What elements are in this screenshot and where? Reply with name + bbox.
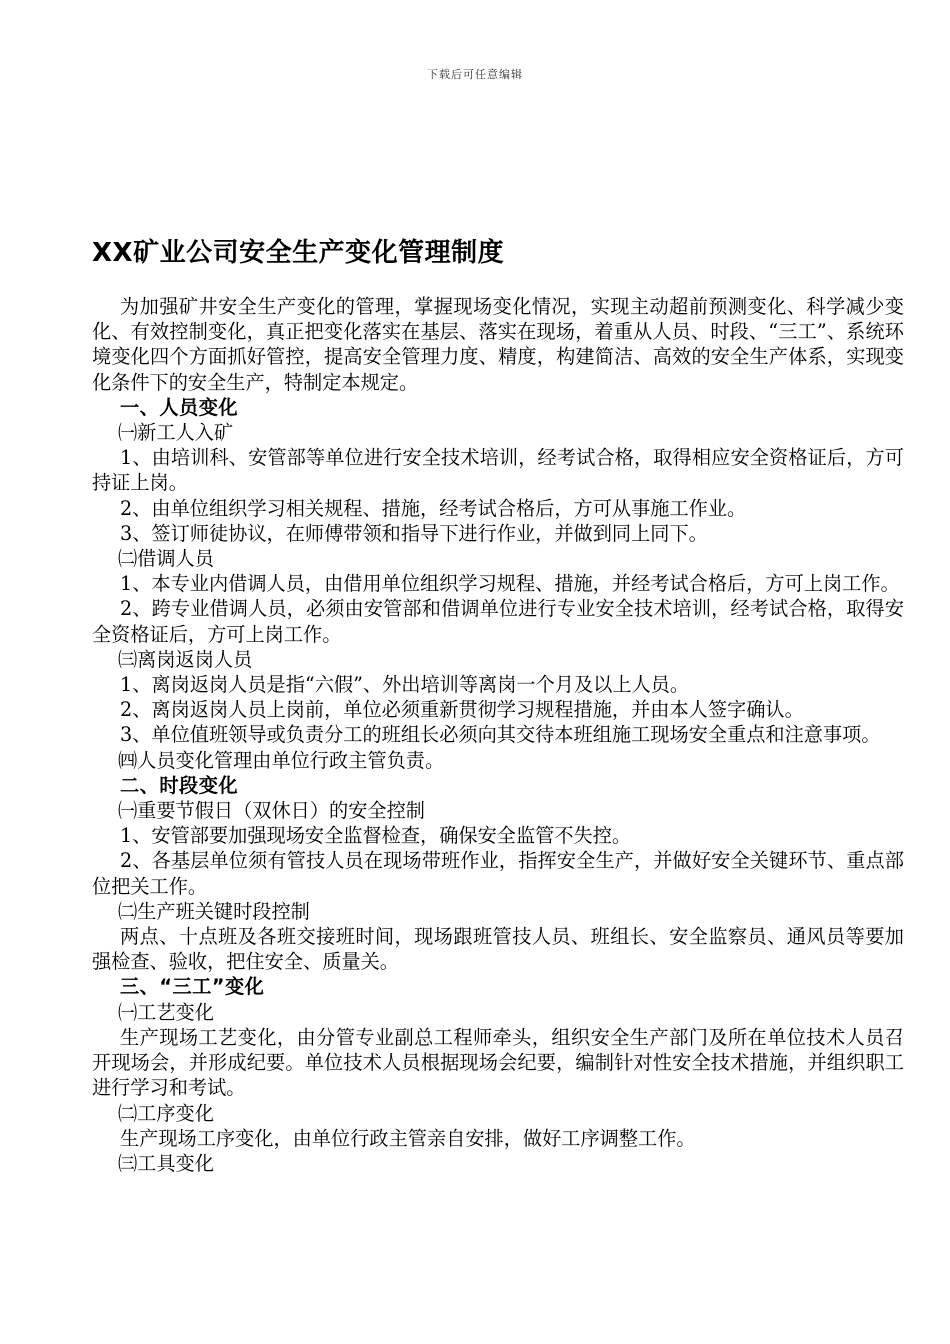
subsection-procedure-change: ㈡工序变化 (118, 1101, 214, 1125)
subsection-process-change: ㈠工艺变化 (118, 1000, 214, 1024)
subsection-holidays: ㈠重要节假日（双休日）的安全控制 (118, 799, 425, 823)
list-item: 2、跨专业借调人员，必须由安管部和借调单位进行专业安全技术培训，经考试合格，取得安全资格证后，方可上岗工作。 (92, 597, 904, 646)
list-item: 1、由培训科、安管部等单位进行安全技术培训，经考试合格，取得相应安全资格证后，方可持证上岗。 (92, 446, 904, 495)
list-item: 3、签订师徒协议，在师傅带领和指导下进行作业，并做到同上同下。 (120, 521, 708, 545)
section-heading-time-period: 二、时段变化 (120, 773, 239, 797)
document-title: XX矿业公司安全生产变化管理制度 (92, 238, 505, 268)
paragraph: 两点、十点班及各班交接班时间，现场跟班管技人员、班组长、安全监察员、通风员等要加强检查、验收，把住安全、质量关。 (92, 925, 904, 974)
list-item: 3、单位值班领导或负责分工的班组长必须向其交待本班组施工现场安全重点和注意事项。 (120, 723, 881, 747)
subsection-seconded-staff: ㈡借调人员 (118, 547, 214, 571)
subsection-returning-staff: ㈢离岗返岗人员 (118, 647, 253, 671)
intro-paragraph: 为加强矿井安全生产变化的管理，掌握现场变化情况，实现主动超前预测变化、科学减少变化、有效控制变化，真正把变化落实在基层、落实在现场，着重从人员、时段、“三工”、系统环境变化四个方面抓好管控，提高安全管理力度、精度，构建简洁、高效的安全生产体系，实现变化条件下的安全生产，特制定本规定。 (92, 295, 904, 394)
list-item: 2、各基层单位须有管技人员在现场带班作业，指挥安全生产，并做好安全关键环节、重点部位把关工作。 (92, 849, 904, 898)
subsection-new-workers: ㈠新工人入矿 (118, 421, 234, 445)
list-item: 2、由单位组织学习相关规程、措施，经考试合格后，方可从事施工作业。 (120, 496, 747, 520)
subsection-key-shift-periods: ㈡生产班关键时段控制 (118, 899, 310, 923)
page-header-note: 下载后可任意编辑 (427, 68, 523, 81)
section-heading-personnel: 一、人员变化 (120, 395, 239, 419)
list-item: 1、本专业内借调人员，由借用单位组织学习规程、措施，并经考试合格后，方可上岗工作。 (120, 572, 900, 596)
document-body (92, 294, 904, 1176)
list-item: 1、离岗返岗人员是指“六假”、外出培训等离岗一个月及以上人员。 (120, 673, 690, 697)
subsection-tool-change: ㈢工具变化 (118, 1151, 214, 1175)
list-item: 1、安管部要加强现场安全监督检查，确保安全监管不失控。 (120, 824, 632, 848)
section-heading-three-work: 三、“三工”变化 (120, 975, 265, 999)
list-item: 2、离岗返岗人员上岗前，单位必须重新贯彻学习规程措施，并由本人签字确认。 (120, 698, 804, 722)
paragraph: 生产现场工序变化，由单位行政主管亲自安排，做好工序调整工作。 (120, 1126, 696, 1150)
paragraph: 生产现场工艺变化，由分管专业副总工程师牵头，组织安全生产部门及所在单位技术人员召开现场会，并形成纪要。单位技术人员根据现场会纪要，编制针对性安全技术措施，并组织职工进行学习和考试。 (92, 1025, 904, 1100)
subsection-personnel-responsibility: ㈣人员变化管理由单位行政主管负责。 (118, 748, 445, 772)
